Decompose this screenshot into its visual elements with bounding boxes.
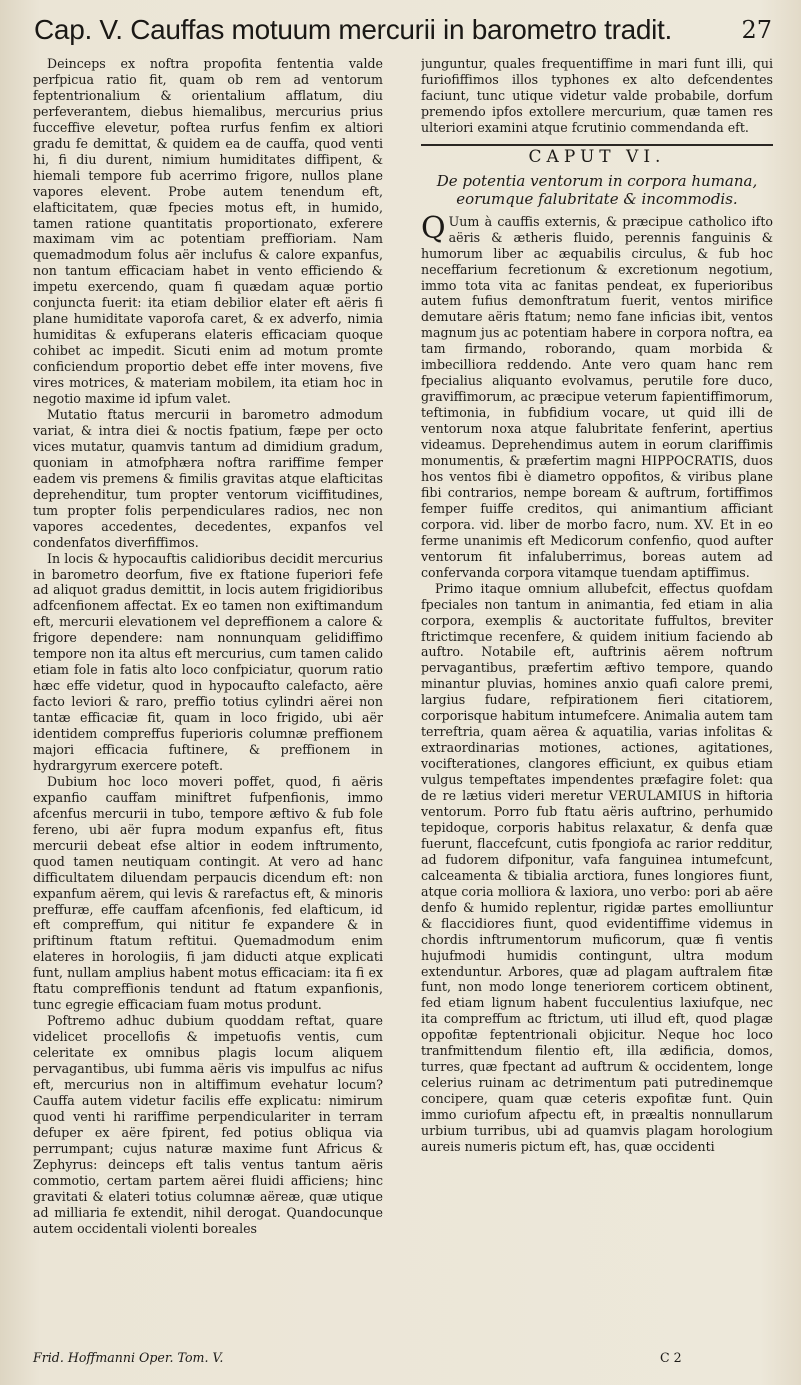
running-title: Cap. V. Cauffas motuum mercurii in barometro tradit. <box>34 14 673 45</box>
paragraph <box>421 210 773 581</box>
paragraph: Poftremo adhuc dubium quoddam reftat, quare videlicet procellofis & impetuofis ventis, cum celeritate ex omnibus plagis locum aliquem pervagantibus, ubi fumma aëris vis impulfus ac nifus eft, mercurius non in altiffimum evehatur locum? Cauffa autem videtur facilis effe explicatu: nimirum quod venti hi rariffime perpendiculariter in terram defuper ex aëre fpirent, fed potius obliqua via perrumpant; cujus naturæ maxime funt Africus & Zephyrus: deinceps eft talis ventus tantum aëris commotio, certam partem aërei fluidi afficiens; hinc gravitati & elateri totius columnæ aëreæ, quæ utique ad milliaria fe extendit, nihil derogat. Quandocunque autem occidentali violenti boreales <box>33 1013 383 1236</box>
signature-mark: C 2 <box>660 1350 682 1365</box>
drop-cap: Q <box>421 210 446 246</box>
left-column <box>33 56 383 1376</box>
chapter-heading: CAPUT VI. <box>421 144 773 166</box>
paragraph: Primo itaque omnium allubefcit, effectus quofdam fpeciales non tantum in animantia, fed etiam in alia corpora, exemplis & auctoritate fuffultos, breviter ftrictimque recenfere, & quidem initium faciendo ab auftro. Notabile eft, auftrinis aërem noftrum pervagantibus, præfertim æftivo tempore, quando minantur pluvias, homines anxio quafi calore premi, largius fudare, refpirationem fieri citatiorem, corporisque habitum intumefcere. Animalia autem tam terreftria, quam aërea & aquatilia, varias infolitas & extraordinarias motiones, actiones, agitationes, vocifterationes, clangores efficiunt, ex quibus etiam vulgus tempeftates impendentes præfagire folet: qua de re lætius videri meretur VERULAMIUS in hiftoria ventorum. Porro fub ftatu aëris auftrino, perhumido tepidoque, corporis habitus relaxatur, & denfa quæ fuerunt, flaccefcunt, cutis fpongiofa ac rarior redditur, ad fudorem difponitur, vafa fanguinea intumefcunt, calceamenta & tibialia arctiora, funes longiores fiunt, atque coria molliora & laxiora, uno verbo: pori ab aëre denfo & humido replentur, rigidæ partes emolliuntur & flaccidiores fiunt, quod evidentiffime videmus in chordis inftrumentorum muficorum, quæ fi ventis hujufmodi humidis contingunt, ultra modum extenduntur. Arbores, quæ ad plagam auftralem fitæ funt, non modo longe teneriorem corticem obtinent, fed etiam lignum habent fucculentius laxiufque, nec ita compreffum ac ftrictum, uti illud eft, quod plagæ oppofitæ feptentrionali objicitur. Neque hoc loco tranfmittendum filentio eft, illa ædificia, domos, turres, quæ fpectant ad auftrum & occidentem, longe celerius ruinam ac detrimentum pati putredinemque concipere, quam quæ ceteris expofitæ funt. Quin immo curiofum afpectu eft, in præaltis nonnullarum urbium turribus, ubi ad quamvis plagam horologium aureis numeris pictum eft, has, quæ occidenti <box>421 580 773 1154</box>
page-number: 27 <box>741 16 772 44</box>
chapter-title: De potentia ventorum in corpora humana, eorumque falubritate & incommodis. <box>436 171 758 208</box>
paragraph: In locis & hypocauftis calidioribus decidit mercurius in barometro deorfum, five ex ftatione fuperiori fefe ad aliquot gradus demittit, in locis autem frigidioribus adfcenfionem affectat. Ex eo tamen non exiftimandum eft, mercurii elevationem vel depreffionem a calore & frigore dependere: nam nonnunquam gelidiffimo tempore non ita altus eft mercurius, cum tamen calido etiam fole in fatis alto loco confpiciatur, quorum ratio hæc effe videtur, quod in hypocaufto calefacto, aëre facto leviori & raro, preffio totius cylindri aërei non tantæ efficaciæ fit, quam in loco frigido, ubi aër identidem compreffus fuperioris columnæ preffionem majori efficacia fuftinere, & preffionem in hydrargyrum exercere poteft. <box>33 550 383 773</box>
continued-paragraph: junguntur, quales frequentiffime in mari funt illi, qui furiofiffimos illos typhones ex alto defcendentes faciunt, tunc utique videtur valde probabile, dorfum premendo ipfos extollere mercurium, quæ tamen res ulteriori examini atque fcrutinio commendanda eft. <box>421 56 773 135</box>
footer-note: Frid. Hoffmanni Oper. Tom. V. <box>33 1350 224 1365</box>
paragraph: Mutatio ftatus mercurii in barometro admodum variat, & intra diei & noctis fpatium, fæpe per octo vices mutatur, quamvis tantum ad dimidium gradum, quoniam in atmofphæra noftra rariffime femper eadem vis premens & fimilis gravitas atque elafticitas deprehenditur, tum propter ventorum viciffitudines, tum propter folis perpendiculares radios, nec non vapores accedentes, decedentes, expanfos vel condenfatos diverfiffimos. <box>33 406 383 550</box>
right-column <box>421 56 773 1376</box>
paragraph: Deinceps ex noftra propofita fententia valde perfpicua ratio fit, quam ob rem ad ventorum feptentrionalium & orientalium afflatum, diu perfeverantem, diebus hiemalibus, mercurius prius fucceffive elevetur, poftea rurfus fenfim ex altiori gradu fe demittat, & quidem ea de cauffa, quod venti hi, fi diu durent, nimium humiditates diffipent, & hiemali tempore fub acerrimo frigore, nullos plane vapores elevent. Probe autem tenendum eft, elafticitatem, quæ fpecies motus eft, in humido, tamen ratione quantitatis proportionato, exferere maximam vim ac potentiam preffioriam. Nam quemadmodum folus aër inclufus & calore expanfus, non tantum efficaciam habet in vento efficiendo & impetu exercendo, quam fi quædam aquæ portio conjuncta fuerit: ita etiam debilior elater eft aëris fi plane humiditate vaporofa caret, & ex adverfo, nimia humiditas & exfuperans elateris efficaciam quoque cohibet ac impedit. Sicuti enim ad motum promte conficiendum proportio debet effe inter movens, five vires motrices, & materiam mobilem, ita etiam hoc in negotio maxime id ipfum valet. <box>33 56 383 407</box>
paragraph-text: Uum à cauffis externis, & præcipue catholico ifto aëris & ætheris fluido, perennis fanguinis & humorum liber ac æquabilis circulus, & fub hoc neceffarium fecretionum & excretionum negotium, immo tota vita ac fanitas pendeat, ex fuperioribus autem fufius demonftratum fuerit, ventos mirifice demutare aëris ftatum; nemo fane inficias ibit, ventos magnum jus ac potentiam habere in corpora noftra, ea tam firmando, roborando, quam morbida & imbecilliora reddendo. Ante vero quam hanc rem fpecialius aliquanto evolvamus, perutile fore duco, graviffimorum, ac præcipue veterum fapientiffimorum, teftimonia, in fubfidium vocare, ut quid illi de ventorum noxa atque falubritate fenferint, apertius videamus. Deprehendimus autem in eorum clariffimis monumentis, & præfertim magni HIPPOCRATIS, duos hos ventos fibi è diametro oppofitos, & viribus plane fibi contrarios, nempe boream & auftrum, fortiffimos femper fuiffe creditos, qui animantium afficiant corpora. vid. liber de morbo facro, num. XV. Et in eo ferme unanimis eft Medicorum confenfio, quod aufter ventorum fit infaluberrimus, boreas autem ad confervanda corpora vitamque tuendam aptiffimus. <box>421 213 773 580</box>
paragraph: Dubium hoc loco moveri poffet, quod, fi aëris expanfio cauffam miniftret fufpenfionis, immo afcenfus mercurii in tubo, tempore æftivo & fub fole fereno, ubi aër fupra modum expanfus eft, fitus mercurii debeat efse altior in eodem inftrumento, quod tamen neutiquam contingit. At vero ad hanc difficultatem diluendam perpaucis dicendum eft: non expanfum aërem, qui levis & rarefactus eft, & minoris preffuræ, effe cauffam afcenfionis, fed elafticum, id eft compreffum, qui nititur fe expandere & in priftinum ftatum reftitui. Quemadmodum enim elateres in horologiis, fi jam diducti atque explicati funt, nullam amplius habent motus efficaciam: ita fi ex ftatu compreffionis tendunt ad ftatum expanfionis, tunc egregie efficaciam fuam motus produnt. <box>33 773 383 1013</box>
running-header <box>34 14 774 58</box>
